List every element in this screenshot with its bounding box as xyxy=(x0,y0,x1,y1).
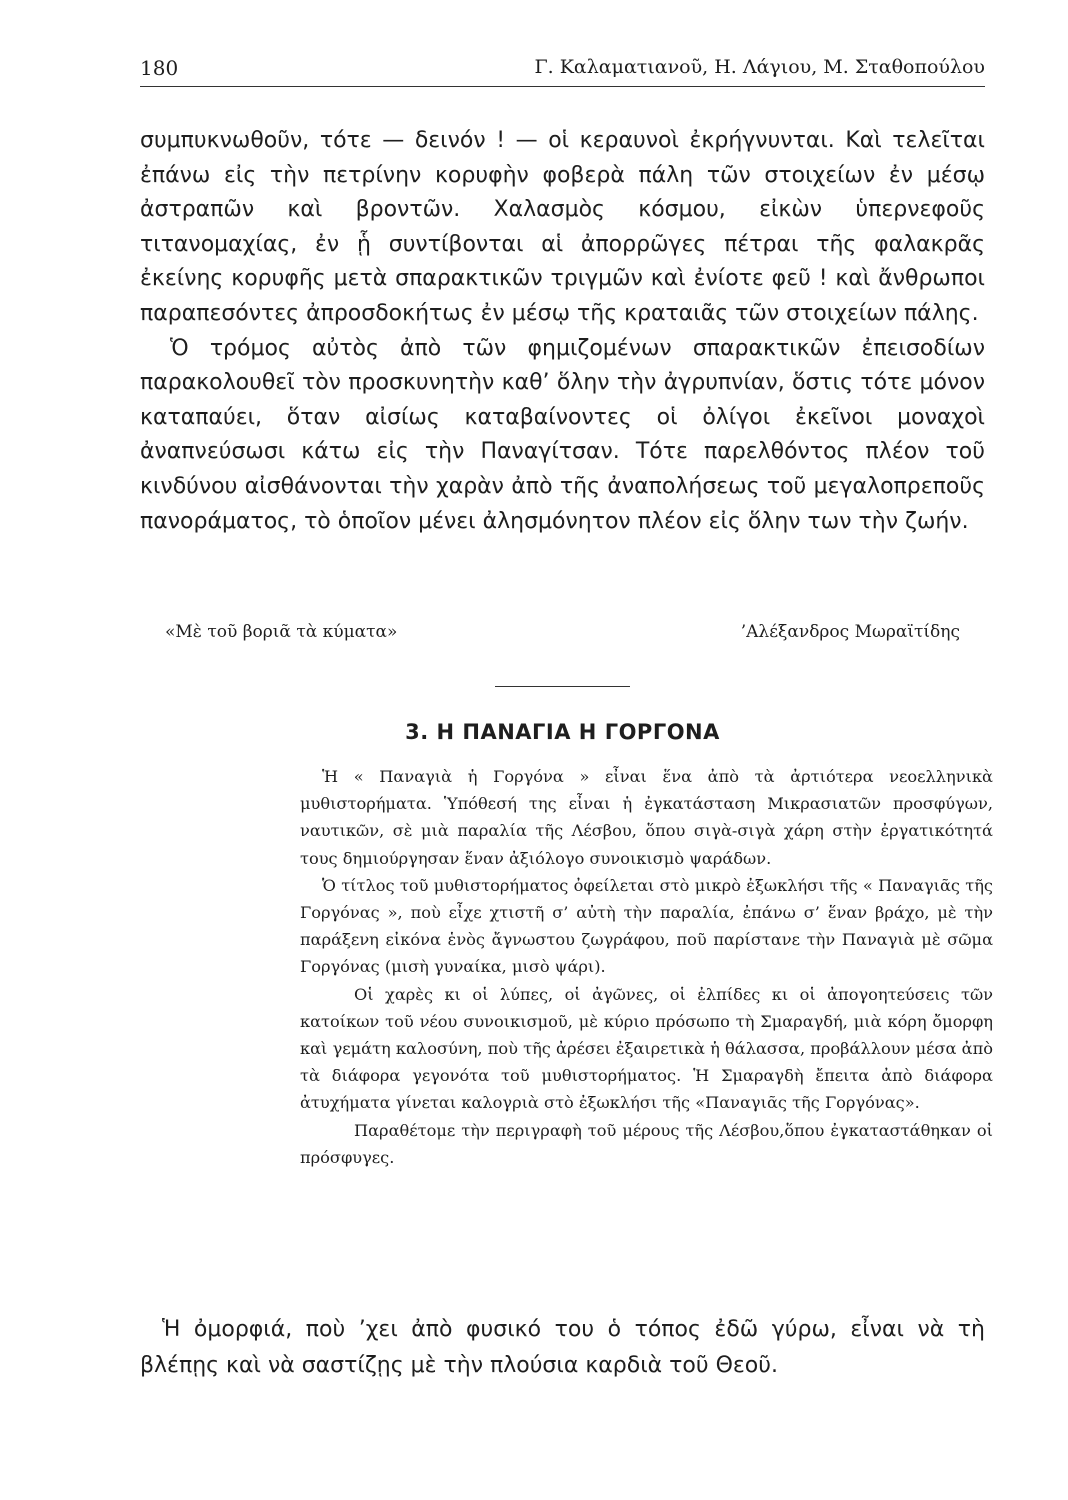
citation-line xyxy=(165,622,960,652)
paragraph: Ὁ τίτλος τοῦ μυθιστορήματος ὀφείλεται στὸ μικρὸ ἐξωκλήσι τῆς « Παναγιᾶς τῆς Γοργόνας », ποὺ εἶχε χτιστῆ σ’ αὐτὴ τὴν παραλία, ἐπάνω σ’ ἕναν βράχο, μὲ τὴν παράξενη εἰκόνα ἑνὸς ἄγνωστου ζωγράφου, ποῦ παρίστανε τὴν Παναγιὰ μὲ σῶμα Γοργόνας (μισὴ γυναίκα, μισὸ ψάρι). xyxy=(300,875,993,977)
citation-source: «Μὲ τοῦ βοριᾶ τὰ κύματα» xyxy=(165,622,398,642)
section-title: 3. Η ΠΑΝΑΓΙΑ Η ΓΟΡΓΟΝΑ xyxy=(405,720,720,744)
citation-author: ’Αλέξανδρος Μωραϊτίδης xyxy=(740,622,960,642)
page-header xyxy=(140,56,985,87)
paragraph: Ὁ τρόμος αὐτὸς ἀπὸ τῶν φημιζομένων σπαρακτικῶν ἐπεισοδίων παρακολουθεῖ τὸν προσκυνητὴν καθ’ ὅλην τὴν ἀγρυπνίαν, ὅστις τότε μόνον καταπαύει, ὅταν αἰσίως καταβαίνοντες οἱ ὀλίγοι ἐκεῖνοι μοναχοὶ ἀναπνεύσωσι κάτω εἰς τὴν Παναγίτσαν. Τότε παρελθόντος πλέον τοῦ κινδύνου αἰσθάνονται τὴν χαρὰν ἀπὸ τῆς ἀναπολήσεως τοῦ μεγαλοπρεποῦς πανοράματος, τὸ ὁποῖον μένει ἀλησμόνητον πλέον εἰς ὅλην των τὴν ζωήν. xyxy=(140,335,985,534)
paragraph: Ἡ « Παναγιὰ ἡ Γοργόνα » εἶναι ἕνα ἀπὸ τὰ ἀρτιότερα νεοελληνικὰ μυθιστορήματα. Ὑπόθεσή της εἶναι ἡ ἐγκατάσταση Μικρασιατῶν προσφύγων, ναυτικῶν, σὲ μιὰ παραλία τῆς Λέσβου, ὅπου σιγὰ-σιγὰ χάρη στὴν ἐργατικότητά τους δημιούργησαν ἕναν ἀξιόλογο συνοικισμὸ ψαράδων. xyxy=(300,767,993,868)
page-number: 180 xyxy=(140,56,179,80)
excerpt-start xyxy=(140,1312,985,1384)
section-divider xyxy=(495,686,630,687)
paragraph: Οἱ χαρὲς κι οἱ λύπες, οἱ ἀγῶνες, οἱ ἐλπίδες κι οἱ ἀπογοητεύσεις τῶν κατοίκων τοῦ νέου συνοικισμοῦ, μὲ κύριο πρόσωπο τὴ Σμαραγδή, μιὰ κόρη ὄμορφη καὶ γεμάτη καλοσύνη, ποὺ τῆς ἀρέσει ἐξαιρετικὰ ἡ θάλασσα, προβάλλουν μέσα ἀπὸ τὰ διάφορα γεγονότα τοῦ μυθιστορήματος. Ἡ Σμαραγδὴ ἔπειτα ἀπὸ διάφορα ἀτυχήματα γίνεται καλογριὰ στὸ ἐξωκλήσι τῆς «Παναγιᾶς τῆς Γοργόνας». xyxy=(300,984,993,1113)
paragraph: Ἡ ὀμορφιά, ποὺ ’χει ἀπὸ φυσικό του ὁ τόπος ἐδῶ γύρω, εἶναι νὰ τὴ βλέπῃς καὶ νὰ σαστίζῃς μὲ τὴν πλούσια καρδιὰ τοῦ Θεοῦ. xyxy=(140,1317,985,1378)
excerpt-moraitidis xyxy=(140,124,985,539)
introduction-text xyxy=(300,763,993,1171)
paragraph: συμπυκνωθοῦν, τότε — δεινόν ! — οἱ κεραυνοὶ ἐκρήγνυνται. Καὶ τελεῖται ἐπάνω εἰς τὴν πετρίνην κορυφὴν φοβερὰ πάλη τῶν στοιχείων ἐν μέσῳ ἀστραπῶν καὶ βροντῶν. Χαλασμὸς κόσμου, εἰκὼν ὑπερνεφοῦς τιτανομαχίας, ἐν ᾗ συντίβονται αἱ ἀπορρῶγες πέτραι τῆς φαλακρᾶς ἐκείνης κορυφῆς μετὰ σπαρακτικῶν τριγμῶν καὶ ἐνίοτε φεῦ ! καὶ ἄνθρωποι παραπεσόντες ἀπροσδοκήτως ἐν μέσῳ τῆς κραταιᾶς τῶν στοιχείων πάλης. xyxy=(140,128,985,326)
running-head: Γ. Καλαματιανοῦ, Η. Λάγιου, Μ. Σταθοπούλου xyxy=(534,56,985,78)
paragraph: Παραθέτομε τὴν περιγραφὴ τοῦ μέρους τῆς Λέσβου,ὅπου ἐγκαταστάθηκαν οἱ πρόσφυγες. xyxy=(300,1120,993,1167)
